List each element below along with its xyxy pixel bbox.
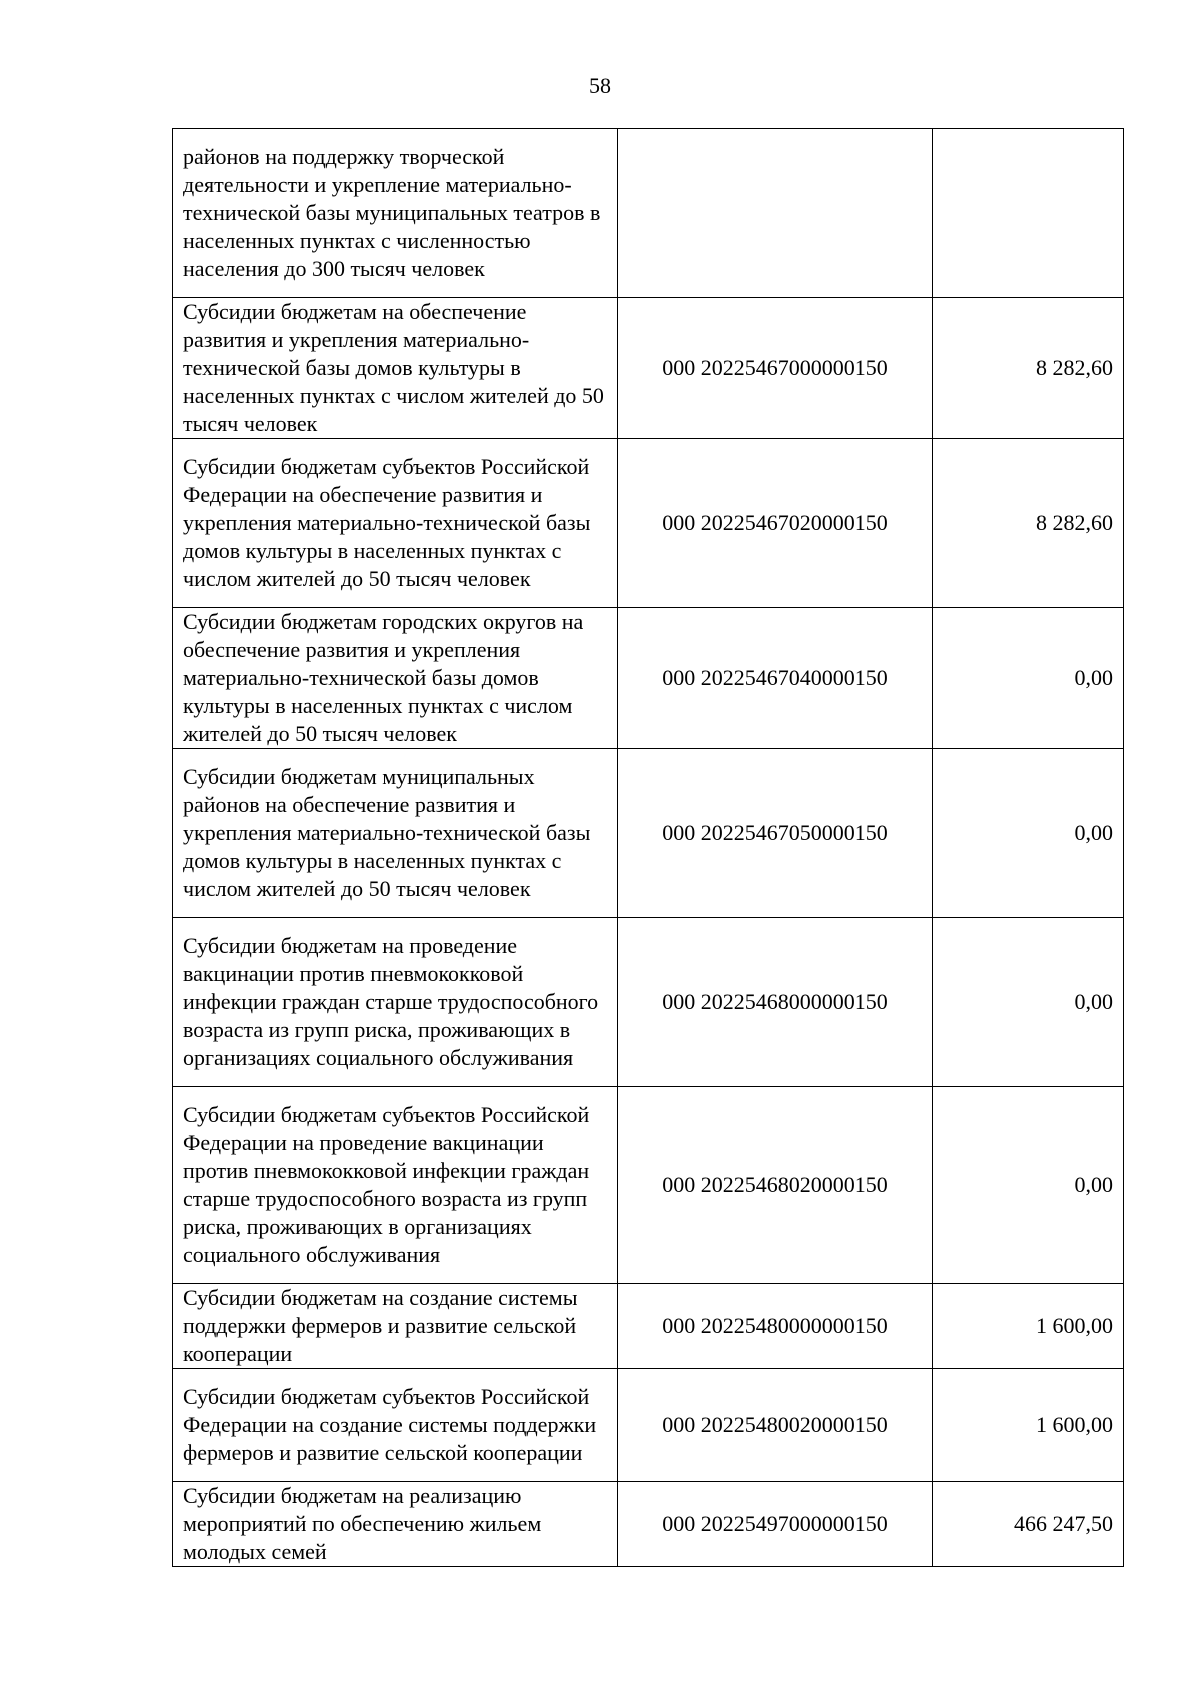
row-name-cell: Субсидии бюджетам субъектов Российской Федерации на обеспечение развития и укрепления материально-технической базы домов культуры в населенных пунктах с числом жителей до 50 тысяч человек xyxy=(173,439,618,608)
table-row xyxy=(173,1482,1124,1567)
row-code-cell: 000 20225468020000150 xyxy=(618,1087,933,1284)
row-code-cell xyxy=(618,129,933,298)
budget-table xyxy=(172,128,1124,1567)
row-name-cell: Субсидии бюджетам городских округов на обеспечение развития и укрепления материально-технической базы домов культуры в населенных пунктах с числом жителей до 50 тысяч человек xyxy=(173,608,618,749)
table-row xyxy=(173,918,1124,1087)
row-code-cell: 000 20225480020000150 xyxy=(618,1369,933,1482)
row-sum-cell: 8 282,60 xyxy=(933,439,1124,608)
table-row xyxy=(173,1369,1124,1482)
table-row xyxy=(173,129,1124,298)
row-code-cell: 000 20225497000000150 xyxy=(618,1482,933,1567)
row-name-cell: Субсидии бюджетам субъектов Российской Федерации на проведение вакцинации против пневмококковой инфекции граждан старше трудоспособного возраста из групп риска, проживающих в организациях социального обслуживания xyxy=(173,1087,618,1284)
row-code-cell: 000 20225467020000150 xyxy=(618,439,933,608)
table-row xyxy=(173,1284,1124,1369)
row-code-cell: 000 20225467000000150 xyxy=(618,298,933,439)
table-row xyxy=(173,439,1124,608)
table-row xyxy=(173,749,1124,918)
row-name-cell: Субсидии бюджетам на создание системы поддержки фермеров и развитие сельской кооперации xyxy=(173,1284,618,1369)
row-sum-cell: 0,00 xyxy=(933,749,1124,918)
row-code-cell: 000 20225467040000150 xyxy=(618,608,933,749)
row-name-cell: Субсидии бюджетам на проведение вакцинации против пневмококковой инфекции граждан старше трудоспособного возраста из групп риска, проживающих в организациях социального обслуживания xyxy=(173,918,618,1087)
row-sum-cell: 0,00 xyxy=(933,918,1124,1087)
row-sum-cell: 0,00 xyxy=(933,1087,1124,1284)
row-sum-cell xyxy=(933,129,1124,298)
row-name-cell: Субсидии бюджетам субъектов Российской Федерации на создание системы поддержки фермеров и развитие сельской кооперации xyxy=(173,1369,618,1482)
page-number: 58 xyxy=(589,73,611,98)
table-row xyxy=(173,1087,1124,1284)
row-name-cell: Субсидии бюджетам на реализацию мероприятий по обеспечению жильем молодых семей xyxy=(173,1482,618,1567)
row-sum-cell: 1 600,00 xyxy=(933,1369,1124,1482)
row-code-cell: 000 20225467050000150 xyxy=(618,749,933,918)
row-name-cell: Субсидии бюджетам муниципальных районов на обеспечение развития и укрепления материально-технической базы домов культуры в населенных пунктах с числом жителей до 50 тысяч человек xyxy=(173,749,618,918)
row-sum-cell: 466 247,50 xyxy=(933,1482,1124,1567)
row-sum-cell: 0,00 xyxy=(933,608,1124,749)
row-code-cell: 000 20225468000000150 xyxy=(618,918,933,1087)
row-sum-cell: 1 600,00 xyxy=(933,1284,1124,1369)
row-name-cell: районов на поддержку творческой деятельности и укрепление материально-технической базы муниципальных театров в населенных пунктах с численностью населения до 300 тысяч человек xyxy=(173,129,618,298)
row-sum-cell: 8 282,60 xyxy=(933,298,1124,439)
table-row xyxy=(173,608,1124,749)
row-name-cell: Субсидии бюджетам на обеспечение развития и укрепления материально-технической базы домов культуры в населенных пунктах с числом жителей до 50 тысяч человек xyxy=(173,298,618,439)
table-row xyxy=(173,298,1124,439)
row-code-cell: 000 20225480000000150 xyxy=(618,1284,933,1369)
